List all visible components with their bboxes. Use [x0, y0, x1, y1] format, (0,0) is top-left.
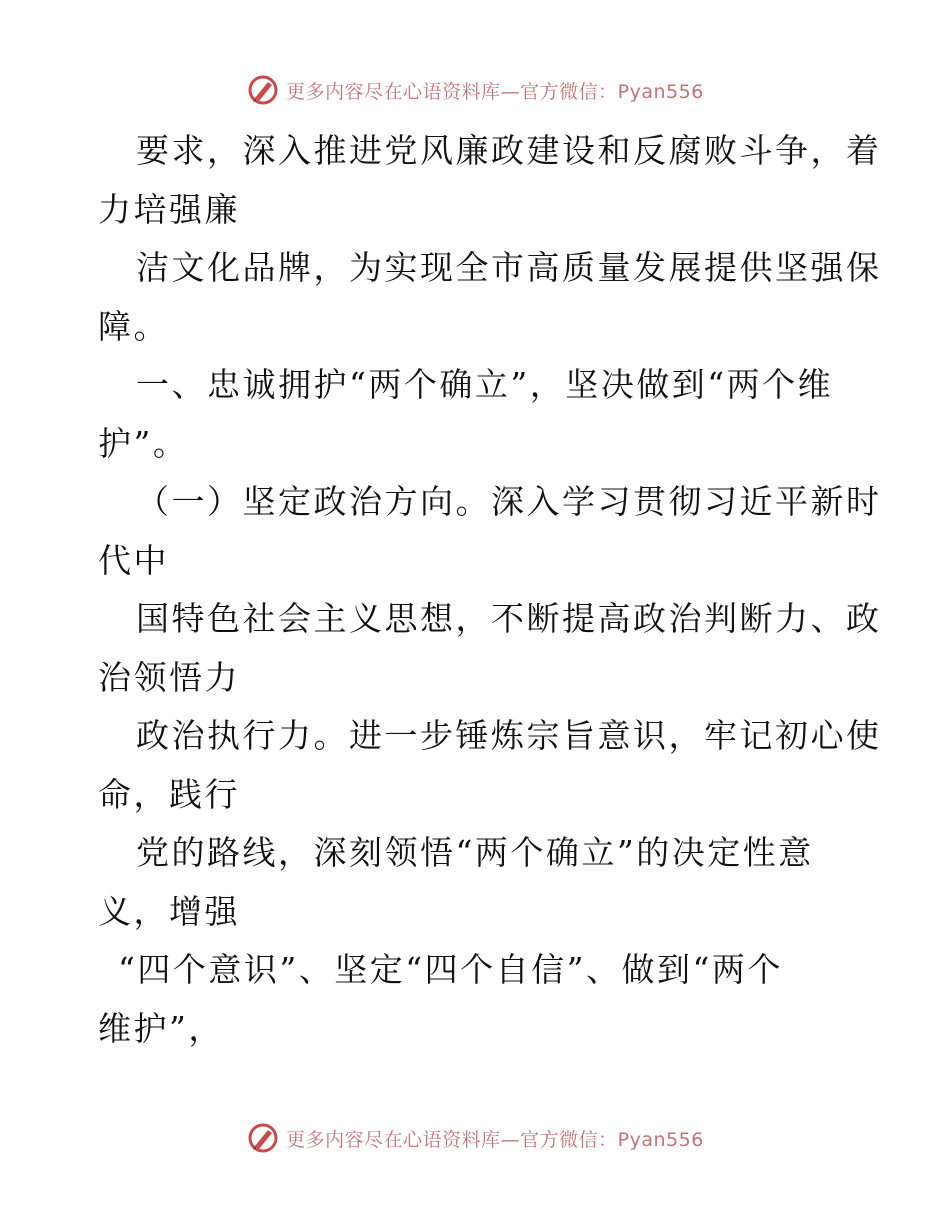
body-line: 洁文化品牌，为实现全市高质量发展提供坚强保 — [136, 248, 882, 287]
body-line: 维护”， — [98, 1008, 224, 1048]
body-line: 力培强廉 — [98, 189, 240, 229]
pen-logo-icon — [246, 1121, 280, 1155]
body-line: 要求，深入推进党风廉政建设和反腐败斗争，着 — [136, 131, 882, 170]
section-heading: 一、忠诚拥护“两个确立”，坚决做到“两个维 — [136, 365, 834, 404]
body-line: 命，践行 — [98, 774, 240, 814]
footer-watermark — [0, 1118, 950, 1158]
pen-logo-icon — [246, 73, 280, 107]
subsection-heading: （一）坚定政治方向。深入学习贯彻习近平新时 — [136, 482, 882, 521]
body-line: 障。 — [98, 306, 169, 346]
body-line: 义，增强 — [98, 891, 240, 931]
footer-watermark-text: 更多内容尽在心语资料库—官方微信：Pyan556 — [286, 1128, 704, 1151]
body-line: 护”。 — [98, 423, 189, 463]
header-watermark-text: 更多内容尽在心语资料库—官方微信：Pyan556 — [286, 80, 704, 103]
header-watermark — [0, 70, 950, 110]
body-line: 代中 — [98, 540, 169, 580]
body-line: 党的路线，深刻领悟“两个确立”的决定性意 — [136, 833, 814, 872]
body-line: 政治执行力。进一步锤炼宗旨意识，牢记初心使 — [136, 716, 882, 755]
body-line: 治领悟力 — [98, 657, 240, 697]
body-line: 国特色社会主义思想，不断提高政治判断力、政 — [136, 599, 882, 638]
document-body — [98, 122, 882, 1058]
body-line: “四个意识”、坚定“四个自信”、做到“两个 — [118, 950, 783, 989]
